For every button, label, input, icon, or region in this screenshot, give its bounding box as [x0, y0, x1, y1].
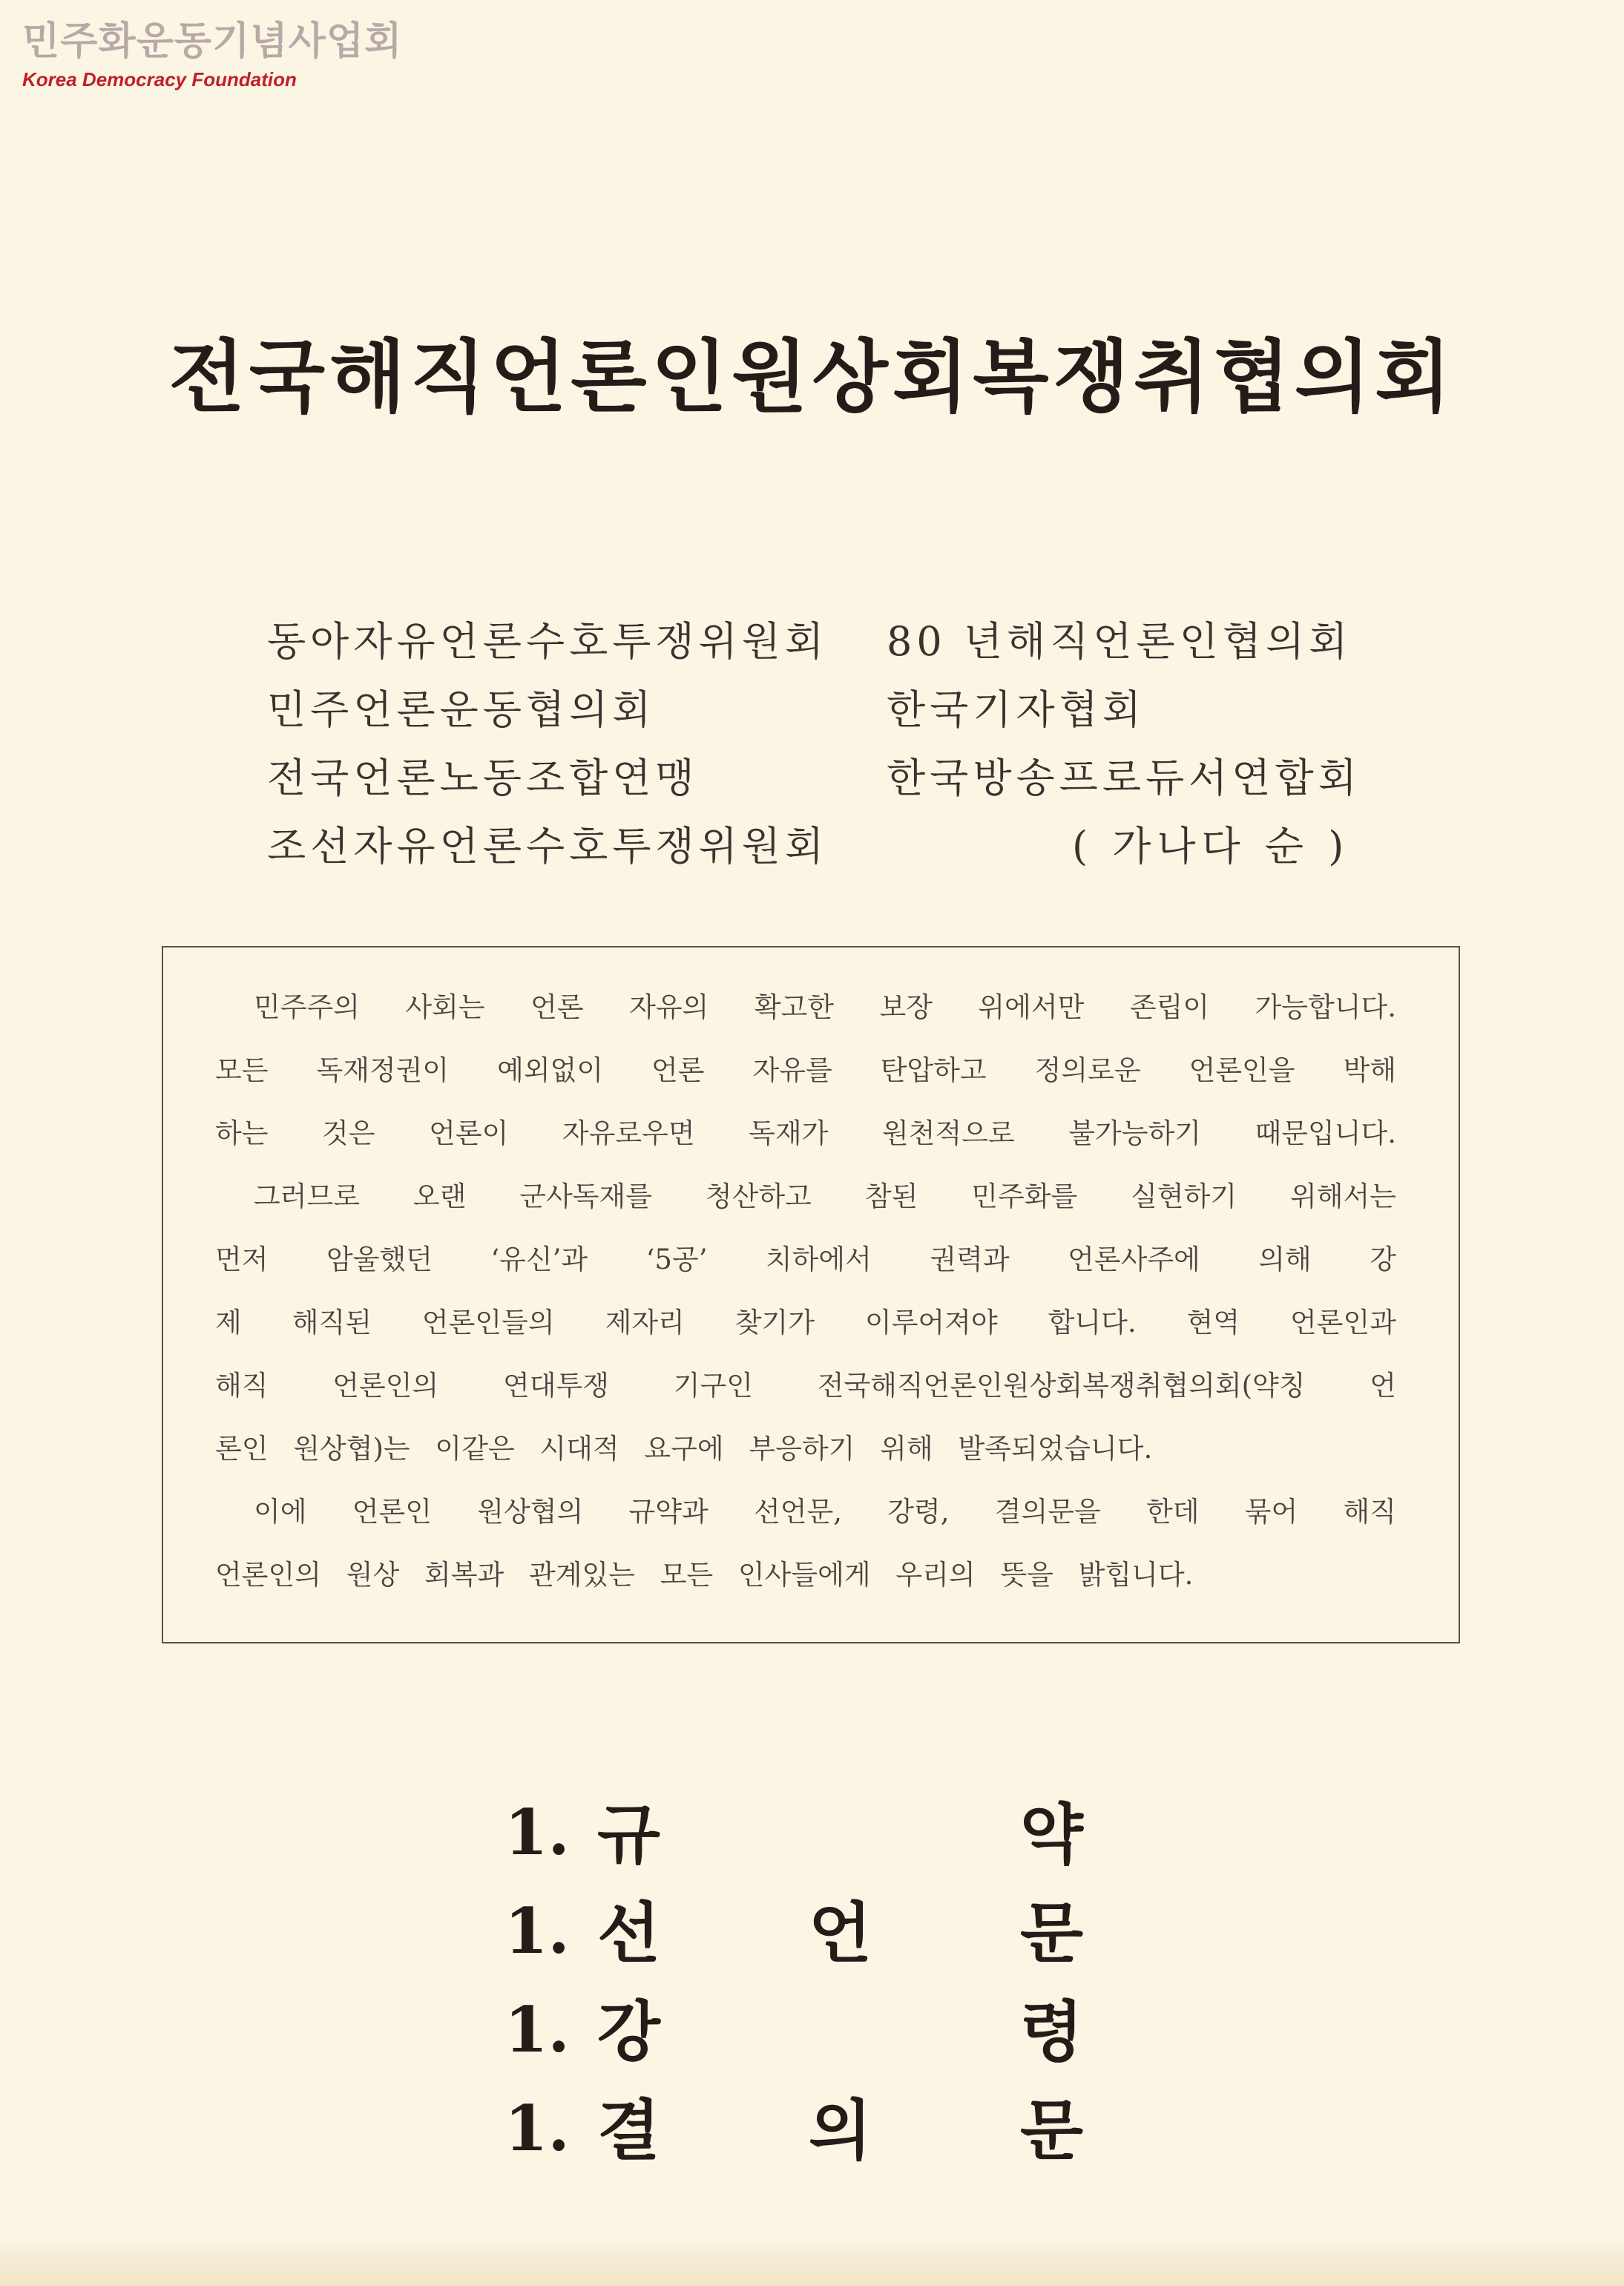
member-org: 80 년해직언론인협의회 [887, 618, 1352, 665]
paper-edge [0, 2234, 1624, 2286]
contents-char: 문 [1020, 1894, 1084, 1971]
contents-number: 1. [504, 2092, 570, 2165]
contents-char: 의 [809, 2092, 872, 2169]
member-org: 한국기자협회 [887, 686, 1145, 733]
logo-english-text: Korea Democracy Foundation [22, 68, 297, 91]
contents-item [504, 2092, 1098, 2196]
order-note: ( 가나다 순 ) [1072, 823, 1350, 870]
member-org: 동아자유언론수호투쟁위원회 [267, 618, 829, 665]
contents-label [597, 1796, 1087, 1876]
contents-item [504, 1796, 1098, 1900]
logo-korean-text: 민주화운동기념사업회 [22, 19, 403, 64]
member-org: 조선자유언론수호투쟁위원회 [267, 823, 829, 870]
contents-char: 결 [597, 2092, 661, 2169]
contents-label [597, 1993, 1087, 2073]
statement-line: 언론인의 원상 회복과 관계있는 모든 인사들에게 우리의 뜻을 밝힙니다. [215, 1559, 1194, 1591]
contents-item [504, 1894, 1098, 1999]
contents-label [597, 2092, 1087, 2172]
contents-char: 언 [809, 1894, 872, 1971]
statement-text [215, 976, 1396, 1606]
statement-line: 해직 언론인의 연대투쟁 기구인 전국해직언론인원상회복쟁취협의회(약칭 언 [215, 1370, 1396, 1402]
contents-char: 약 [1020, 1796, 1084, 1873]
contents-item [504, 1993, 1098, 2098]
statement-line: 민주주의 사회는 언론 자유의 확고한 보장 위에서만 존립이 가능합니다. [254, 991, 1396, 1023]
contents-char: 문 [1020, 2092, 1084, 2169]
contents-number: 1. [504, 1894, 570, 1968]
statement-line: 론인 원상협)는 이같은 시대적 요구에 부응하기 위해 발족되었습니다. [215, 1433, 1153, 1465]
statement-line: 먼저 암울했던 ‘유신’과 ‘5공’ 치하에서 권력과 언론사주에 의해 강 [215, 1244, 1396, 1275]
document-title: 전국해직언론인원상회복쟁취협의회 [168, 330, 1456, 423]
member-org: 전국언론노동조합연맹 [267, 755, 699, 801]
contents-list [504, 1796, 1098, 2196]
statement-line: 제 해직된 언론인들의 제자리 찾기가 이루어져야 합니다. 현역 언론인과 [215, 1307, 1396, 1339]
contents-label [597, 1894, 1087, 1974]
contents-number: 1. [504, 1993, 570, 2066]
statement-line: 하는 것은 언론이 자유로우면 독재가 원천적으로 불가능하기 때문입니다. [215, 1117, 1396, 1149]
statement-box [162, 946, 1460, 1643]
foundation-logo [22, 19, 403, 91]
member-org: 한국방송프로듀서연합회 [887, 755, 1361, 801]
contents-char: 강 [597, 1993, 661, 2070]
contents-char: 령 [1020, 1993, 1084, 2070]
member-org: 민주언론운동협의회 [267, 686, 656, 733]
contents-char: 선 [597, 1894, 661, 1971]
statement-line: 그러므로 오랜 군사독재를 청산하고 참된 민주화를 실현하기 위해서는 [254, 1180, 1396, 1212]
contents-char: 규 [597, 1796, 661, 1873]
contents-number: 1. [504, 1796, 570, 1869]
statement-line: 이에 언론인 원상협의 규약과 선언문, 강령, 결의문을 한데 묶어 해직 [254, 1496, 1396, 1528]
statement-line: 모든 독재정권이 예외없이 언론 자유를 탄압하고 정의로운 언론인을 박해 [215, 1054, 1396, 1086]
